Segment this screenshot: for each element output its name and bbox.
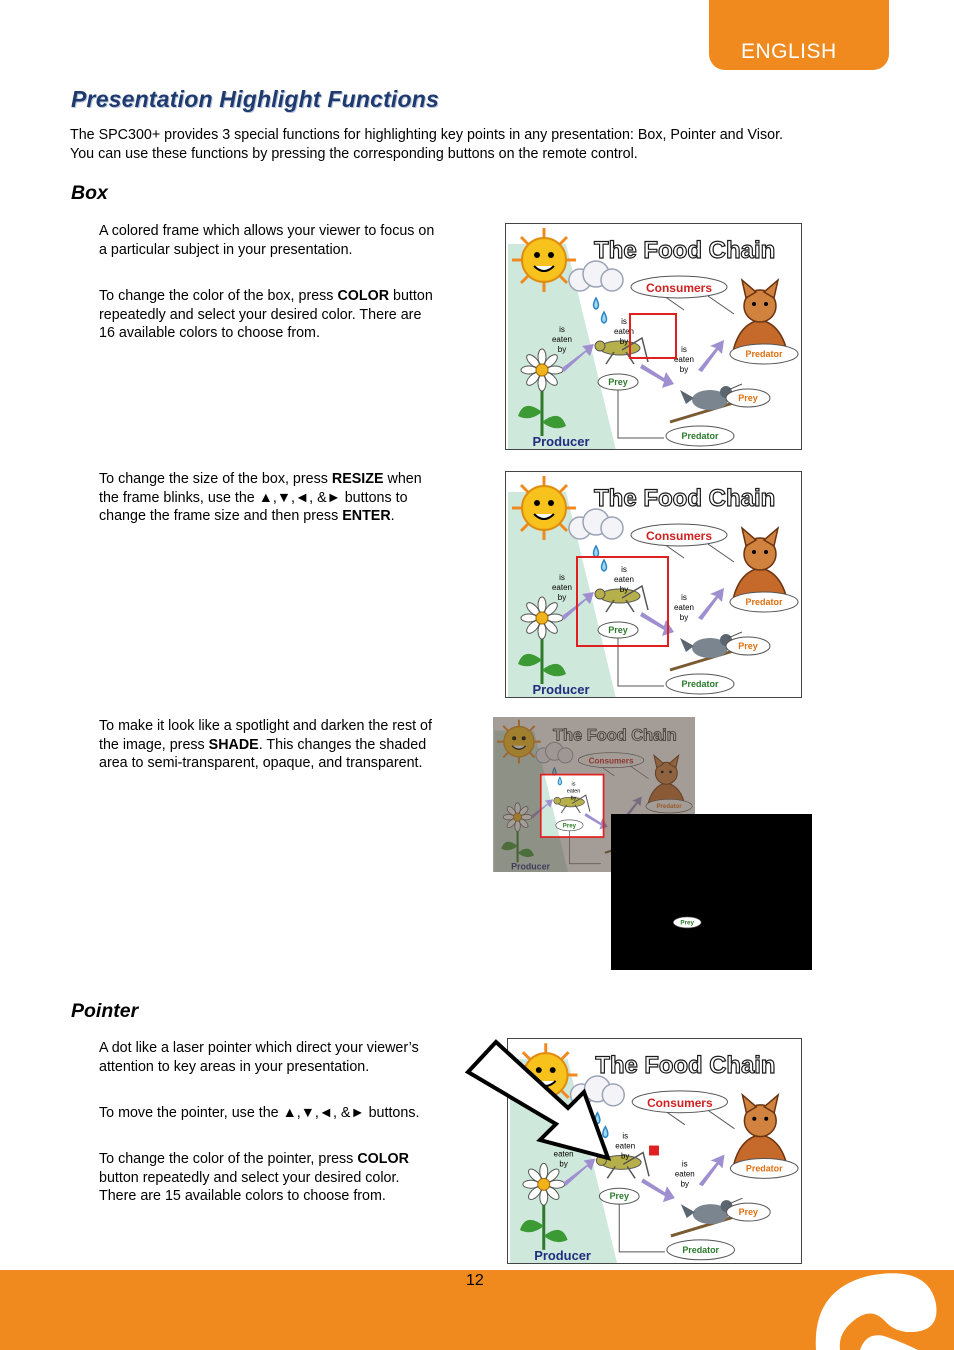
svg-text:by: by <box>619 337 629 346</box>
svg-text:is: is <box>689 878 694 885</box>
svg-text:by: by <box>679 613 689 622</box>
consumers-label: Consumers <box>647 1095 713 1110</box>
svg-text:Predator: Predator <box>681 431 719 441</box>
slide-box-resize <box>505 471 802 698</box>
page-number: 12 <box>466 1272 484 1289</box>
box-heading: Box <box>71 182 108 204</box>
svg-text:by: by <box>619 585 629 594</box>
svg-text:is: is <box>559 573 565 582</box>
svg-text:by: by <box>557 593 567 602</box>
svg-text:eaten: eaten <box>551 583 573 592</box>
slide-box-color <box>505 223 802 450</box>
svg-text:by: by <box>557 345 567 354</box>
box-resize-instructions: To change the size of the box, press RESIZE when the frame blinks, use the ▲,▼,◄, &► buttons to change the frame size and then press ENTER. <box>99 471 422 525</box>
svg-text:by: by <box>570 795 577 802</box>
producer-label: Producer <box>532 434 590 449</box>
svg-text:Predator: Predator <box>745 349 783 359</box>
slide-title: The Food Chain <box>594 237 776 264</box>
producer-label: Producer <box>534 1247 591 1263</box>
box-description: A colored frame which allows your viewer to focus on a particular subject in your presentation. <box>99 223 435 258</box>
svg-text:is: is <box>559 325 565 334</box>
svg-text:Predator: Predator <box>745 1163 783 1174</box>
svg-text:Predator: Predator <box>681 679 719 689</box>
color-keyword: COLOR <box>337 288 390 304</box>
svg-text:Prey: Prey <box>680 919 694 927</box>
enter-keyword: ENTER <box>342 508 391 525</box>
svg-text:Prey: Prey <box>609 1191 629 1202</box>
svg-text:by: by <box>559 1159 568 1169</box>
pointer-heading: Pointer <box>71 1000 139 1022</box>
laser-pointer-dot <box>649 1146 659 1156</box>
svg-text:by: by <box>680 1179 689 1189</box>
svg-text:eaten: eaten <box>684 885 699 892</box>
svg-text:is: is <box>681 593 687 602</box>
svg-text:eaten: eaten <box>673 355 695 364</box>
svg-text:is: is <box>622 1131 629 1141</box>
slide-shade-opaque <box>611 814 812 970</box>
svg-text:eaten: eaten <box>553 1149 574 1159</box>
resize-keyword: RESIZE <box>331 471 384 487</box>
slide-title: The Food Chain <box>594 485 776 512</box>
svg-text:by: by <box>688 892 695 899</box>
svg-text:by: by <box>679 365 689 374</box>
svg-text:Predator: Predator <box>745 597 783 607</box>
slide-title: The Food Chain <box>595 1052 776 1080</box>
svg-text:is: is <box>621 565 627 574</box>
callout-arrow-icon <box>460 1036 620 1169</box>
consumers-label: Consumers <box>645 529 713 543</box>
svg-text:is: is <box>621 317 627 326</box>
svg-text:is: is <box>571 781 576 788</box>
intro-line-2: You can use these functions by pressing the corresponding buttons on the remote control. <box>70 146 638 162</box>
svg-text:Prey: Prey <box>738 1207 759 1218</box>
intro-line-1: The SPC300+ provides 3 special functions for highlighting key points in any presentation: Box, Pointer and Visor. <box>70 127 784 143</box>
language-tab <box>709 0 889 70</box>
svg-text:eaten: eaten <box>613 575 635 584</box>
brand-swirl-icon <box>810 1270 954 1350</box>
shade-keyword: SHADE <box>208 736 259 753</box>
svg-text:is: is <box>681 1159 688 1169</box>
svg-text:eaten: eaten <box>615 1141 636 1151</box>
svg-text:Prey: Prey <box>608 625 628 635</box>
svg-text:Prey: Prey <box>562 822 577 830</box>
intro-paragraph <box>70 126 900 164</box>
svg-text:eaten: eaten <box>613 327 635 336</box>
svg-text:eaten: eaten <box>566 788 581 795</box>
svg-text:is: is <box>681 345 687 354</box>
box-shade-instructions: To make it look like a spotlight and darken the rest of the image, press SHADE. This changes the shaded area to semi-transparent, opaque, and transparent. <box>99 718 432 772</box>
svg-text:Prey: Prey <box>608 377 628 387</box>
svg-text:eaten: eaten <box>674 1169 695 1179</box>
page-title: Presentation Highlight Functions <box>71 86 440 112</box>
svg-text:eaten: eaten <box>551 335 573 344</box>
consumers-label: Consumers <box>645 281 713 295</box>
svg-text:by: by <box>621 1151 630 1161</box>
svg-text:Predator: Predator <box>682 1244 720 1255</box>
language-label: ENGLISH <box>741 40 837 63</box>
box-color-instructions: To change the color of the box, press COLOR button repeatedly and select your desired color. There are 16 available colors to choose from. <box>99 288 433 342</box>
svg-text:Prey: Prey <box>738 641 758 651</box>
color-keyword: COLOR <box>357 1151 409 1167</box>
svg-text:Prey: Prey <box>738 393 758 403</box>
producer-label: Producer <box>532 682 590 697</box>
svg-text:eaten: eaten <box>673 603 695 612</box>
pointer-color-instructions: To change the color of the pointer, press COLOR button repeatedly and select your desired color. There are 15 available colors to choose from. <box>99 1151 409 1205</box>
pointer-move-instructions: To move the pointer, use the ▲,▼,◄, &► buttons. <box>99 1105 420 1121</box>
pointer-description: A dot like a laser pointer which direct your viewer’s attention to key areas in your presentation. <box>99 1040 419 1075</box>
